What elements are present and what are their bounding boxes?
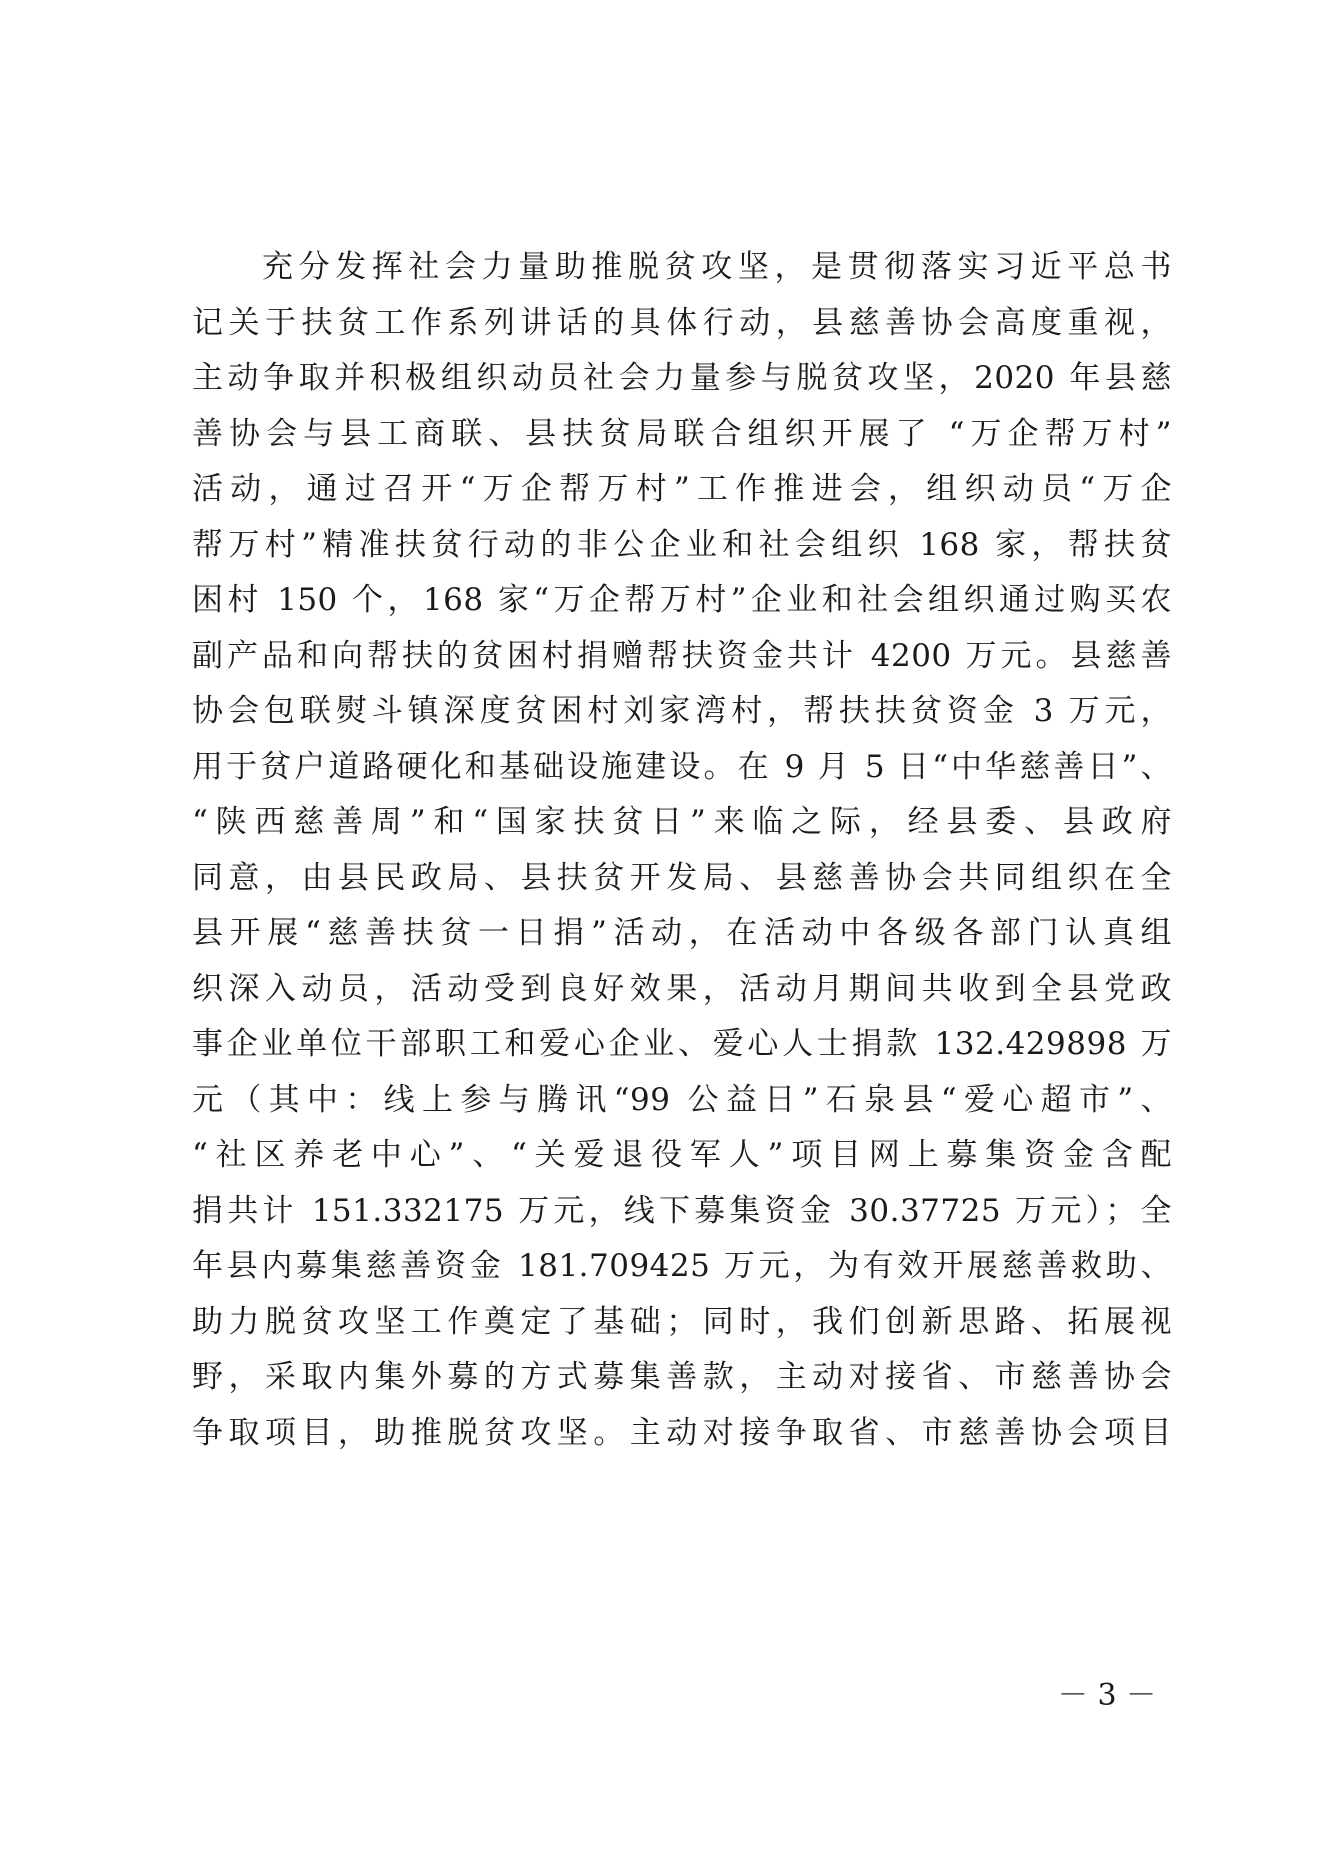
paragraph-line: 副产品和向帮扶的贫困村捐赠帮扶资金共计 4200 万元。县慈善 [192,637,1172,674]
paragraph-line: 充分发挥社会力量助推脱贫攻坚，是贯彻落实习近平总书 [262,249,1172,285]
paragraph-line: 活动，通过召开“万企帮万村”工作推进会，组织动员“万企 [192,471,1172,507]
paragraph-line: 记关于扶贫工作系列讲话的具体行动，县慈善协会高度重视， [192,304,1172,341]
body-paragraph [192,240,1172,1461]
paragraph-line: 织深入动员，活动受到良好效果，活动月期间共收到全县党政 [192,970,1172,1007]
paragraph-line: 困村 150 个，168 家“万企帮万村”企业和社会组织通过购买农 [192,582,1172,618]
paragraph-line: 事企业单位干部职工和爱心企业、爱心人士捐款 132.429898 万 [192,1026,1172,1062]
paragraph-line: 帮万村”精准扶贫行动的非公企业和社会组织 168 家，帮扶贫 [192,526,1172,563]
paragraph-line: “陕西慈善周”和“国家扶贫日”来临之际，经县委、县政府 [192,804,1172,840]
paragraph-line: 县开展“慈善扶贫一日捐”活动，在活动中各级各部门认真组 [192,915,1172,951]
paragraph-line: 年县内募集慈善资金 181.709425 万元，为有效开展慈善救助、 [192,1248,1172,1284]
paragraph-line: 善协会与县工商联、县扶贫局联合组织开展了 “万企帮万村” [192,415,1172,452]
paragraph-line: 野，采取内集外募的方式募集善款，主动对接省、市慈善协会 [192,1359,1172,1395]
paragraph-line: 协会包联熨斗镇深度贫困村刘家湾村，帮扶扶贫资金 3 万元， [192,693,1172,729]
page-number: － 3 － [1057,1678,1157,1713]
paragraph-line: 捐共计 151.332175 万元，线下募集资金 30.37725 万元）；全 [192,1192,1172,1229]
paragraph-line: 主动争取并积极组织动员社会力量参与脱贫攻坚，2020 年县慈 [192,360,1172,396]
paragraph-line: 争取项目，助推脱贫攻坚。主动对接争取省、市慈善协会项目 [192,1414,1172,1451]
paragraph-line: 助力脱贫攻坚工作奠定了基础；同时，我们创新思路、拓展视 [192,1303,1172,1340]
paragraph-line: 元（其中：线上参与腾讯“99 公益日”石泉县“爱心超市”、 [192,1081,1172,1118]
paragraph-line: “社区养老中心”、“关爱退役军人”项目网上募集资金含配 [192,1137,1172,1173]
paragraph-line: 同意，由县民政局、县扶贫开发局、县慈善协会共同组织在全 [192,859,1172,896]
paragraph-line: 用于贫户道路硬化和基础设施建设。在 9 月 5 日“中华慈善日”、 [192,748,1172,785]
